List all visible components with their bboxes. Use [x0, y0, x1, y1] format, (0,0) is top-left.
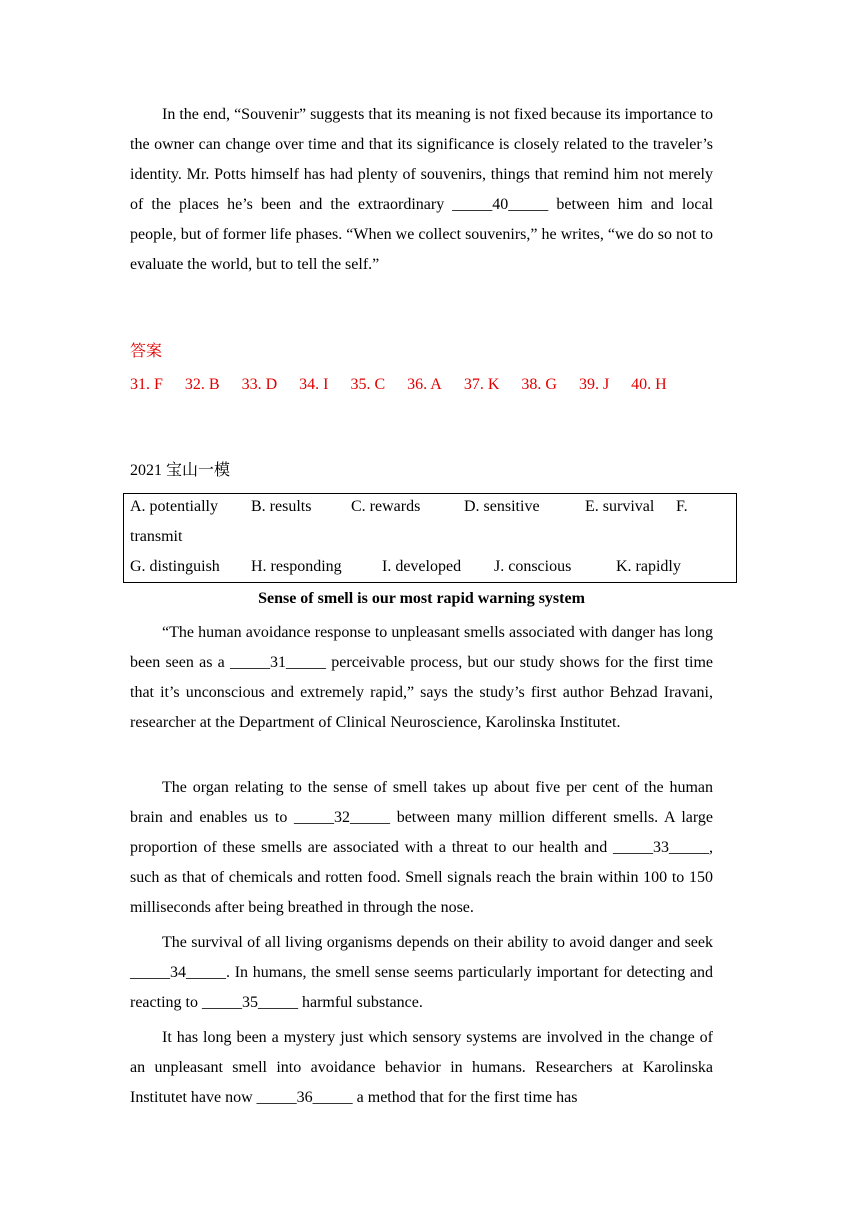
- answer-item: 33. D: [241, 376, 278, 393]
- paragraph-31-wrap: [130, 618, 713, 738]
- word-option: A. potentially: [130, 498, 218, 515]
- passage-title: Sense of smell is our most rapid warning system: [258, 590, 585, 607]
- paragraph-36-wrap: [130, 1023, 713, 1113]
- answer-key: [130, 373, 667, 397]
- word-bank-box: [123, 493, 737, 583]
- answer-item: 31. F: [130, 376, 163, 393]
- word-option: B. results: [251, 498, 312, 515]
- word-option: F.: [676, 498, 688, 515]
- paragraph-32-wrap: [130, 773, 713, 923]
- word-option: I. developed: [382, 558, 462, 575]
- answer-item: 36. A: [407, 376, 442, 393]
- answer-item: 34. I: [299, 376, 329, 393]
- word-option: H. responding: [251, 558, 342, 575]
- word-option: J. conscious: [494, 558, 572, 575]
- word-option: K. rapidly: [616, 558, 681, 575]
- paragraph-34-wrap: [130, 928, 713, 1018]
- answer-item: 38. G: [521, 376, 557, 393]
- word-option: D. sensitive: [464, 498, 540, 515]
- answer-label: 答案: [130, 343, 163, 360]
- paragraph-32: The organ relating to the sense of smell takes up about five per cent of the human brain and enables us to _____32_____ between many million different smells. A large proportion of these smells are associated with a threat to our health and _____33_____, such as that of chemicals and rotten food. Smell signals reach the brain within 100 to 150 milliseconds after being breathed in through the nose.: [130, 779, 713, 916]
- intro-paragraph: In the end, “Souvenir” suggests that its meaning is not fixed because its importance to the owner can change over time and that its significance is closely related to the traveler’s identity. Mr. Potts himself has had plenty of souvenirs, things that remind him not merely of the places he’s been and the extraordinary _____40_____ between him and local people, but of former life phases. “When we collect souvenirs,” he writes, “we do so not to evaluate the world, but to tell the self.”: [130, 106, 713, 273]
- word-option: C. rewards: [351, 498, 421, 515]
- word-option: transmit: [130, 528, 183, 545]
- answer-item: 35. C: [350, 376, 386, 393]
- paragraph-36: It has long been a mystery just which sensory systems are involved in the change of an unpleasant smell into avoidance behavior in humans. Researchers at Karolinska Institutet have now _____36_____ a method that for the first time has: [130, 1029, 713, 1106]
- answer-item: 37. K: [463, 376, 500, 393]
- intro-paragraph-wrap: [130, 100, 713, 280]
- answer-item: 40. H: [631, 376, 667, 393]
- answer-item: 39. J: [578, 376, 610, 393]
- answer-item: 32. B: [184, 376, 220, 393]
- word-option: E. survival: [585, 498, 655, 515]
- word-option: G. distinguish: [130, 558, 220, 575]
- paragraph-31: “The human avoidance response to unpleasant smells associated with danger has long been seen as a _____31_____ perceivable process, but our study shows for the first time that it’s unconscious and extremely rapid,” says the study’s first author Behzad Iravani, researcher at the Department of Clinical Neuroscience, Karolinska Institutet.: [130, 624, 713, 731]
- paragraph-34: The survival of all living organisms depends on their ability to avoid danger and seek _____34_____. In humans, the smell sense seems particularly important for detecting and reacting to _____35_____ harmful substance.: [130, 934, 713, 1011]
- exam-title: 2021 宝山一模: [130, 462, 231, 479]
